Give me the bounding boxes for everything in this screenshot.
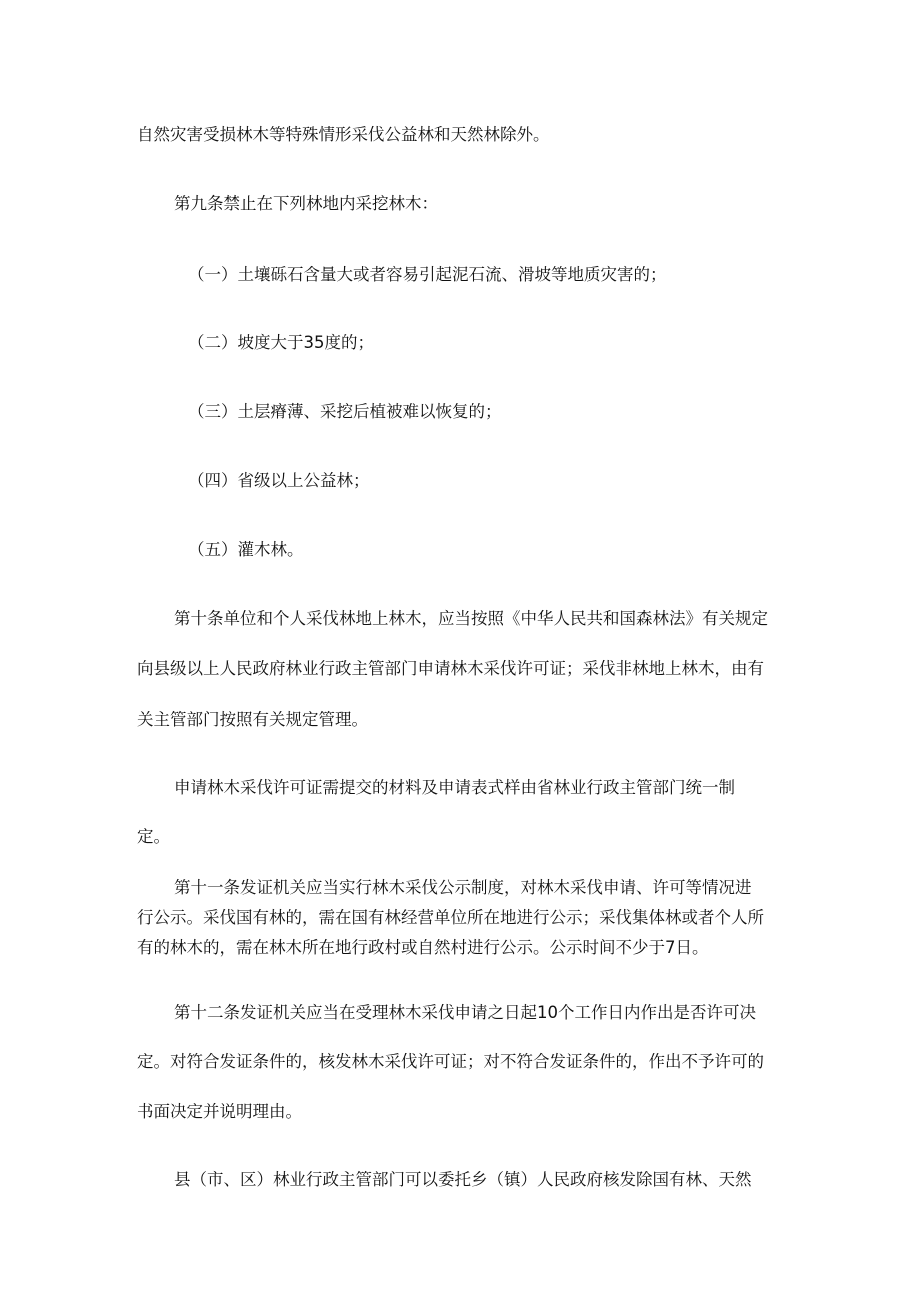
list-item-1: （一）土壤砾石含量大或者容易引起泥石流、滑坡等地质灾害的； [188, 265, 667, 284]
article-11-line-3: 有的林木的，需在林木所在地行政村或自然村进行公示。公示时间不少于7日。 [137, 938, 709, 957]
article-11-line-1: 第十一条发证机关应当实行林木采伐公示制度，对林木采伐申请、许可等情况进 [174, 878, 752, 897]
text-line-1: 自然灾害受损林木等特殊情形采伐公益林和天然林除外。 [137, 125, 550, 144]
article-11-line-2: 行公示。采伐国有林的，需在国有林经营单位所在地进行公示；采伐集体林或者个人所 [137, 908, 764, 927]
delegation-paragraph-line-1: 县（市、区）林业行政主管部门可以委托乡（镇）人民政府核发除国有林、天然 [174, 1170, 752, 1189]
article-12-line-2: 定。对符合发证条件的，核发林木采伐许可证；对不符合发证条件的，作出不予许可的 [137, 1052, 764, 1071]
article-10-line-2: 向县级以上人民政府林业行政主管部门申请林木采伐许可证；采伐非林地上林木，由有 [137, 659, 764, 678]
application-paragraph-line-2: 定。 [137, 827, 170, 846]
article-9-heading: 第九条禁止在下列林地内采挖林木： [174, 194, 438, 213]
list-item-3: （三）土层瘠薄、采挖后植被难以恢复的； [188, 402, 502, 421]
article-10-line-3: 关主管部门按照有关规定管理。 [137, 710, 368, 729]
article-12-line-1: 第十二条发证机关应当在受理林木采伐申请之日起10个工作日内作出是否许可决 [174, 1003, 756, 1022]
list-item-5: （五）灌木林。 [188, 540, 304, 559]
list-item-4: （四）省级以上公益林； [188, 471, 370, 490]
application-paragraph-line-1: 申请林木采伐许可证需提交的材料及申请表式样由省林业行政主管部门统一制 [174, 778, 735, 797]
article-12-line-3: 书面决定并说明理由。 [137, 1102, 302, 1121]
list-item-2: （二）坡度大于35度的； [188, 333, 374, 352]
article-10-line-1: 第十条单位和个人采伐林地上林木，应当按照《中华人民共和国森林法》有关规定 [174, 609, 768, 628]
